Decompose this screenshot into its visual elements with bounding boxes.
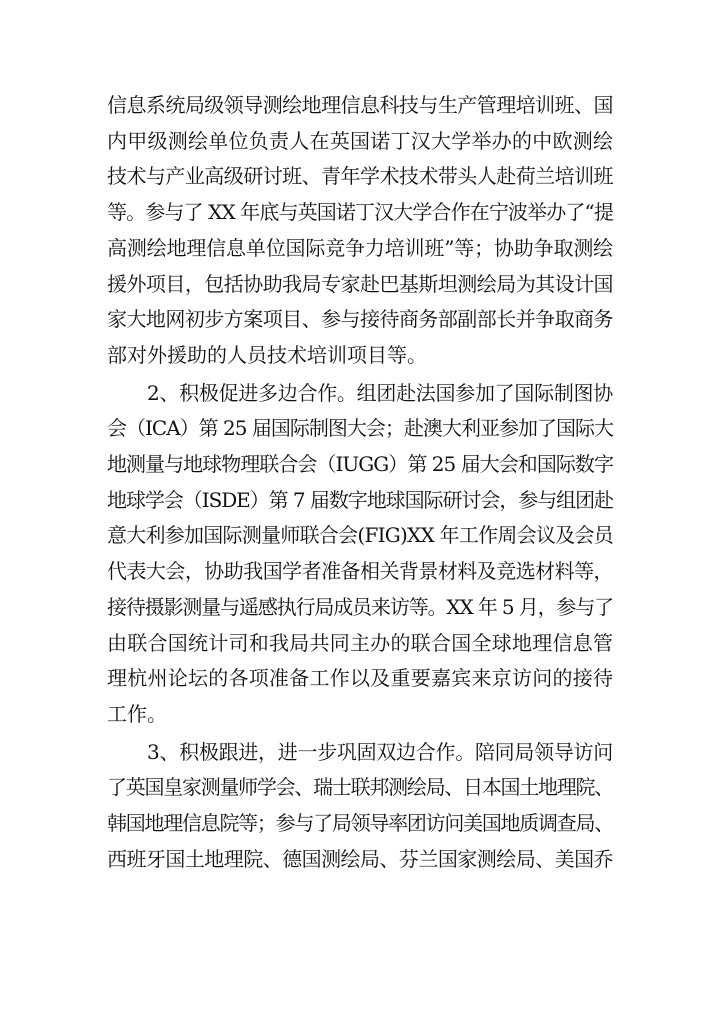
text-line: 意大利参加国际测量师联合会(FIG)XX 年工作周会议及会员 bbox=[107, 523, 613, 548]
text-line: 内甲级测绘单位负责人在英国诺丁汉大学举办的中欧测绘 bbox=[107, 128, 613, 153]
paragraph-3 bbox=[107, 735, 613, 878]
text-line: 技术与产业高级研讨班、青年学术技术带头人赴荷兰培训班 bbox=[107, 164, 613, 189]
text-line: 2、积极促进多边合作。组团赴法国参加了国际制图协 bbox=[147, 380, 613, 405]
text-line: 信息系统局级领导测绘地理信息科技与生产管理培训班、国 bbox=[107, 93, 613, 117]
text-line: 工作。 bbox=[107, 701, 167, 726]
text-line: 3、积极跟进，进一步巩固双边合作。陪同局领导访问 bbox=[147, 739, 613, 764]
text-line: 家大地网初步方案项目、参与接待商务部副部长并争取商务 bbox=[107, 307, 613, 332]
text-line: 了英国皇家测量师学会、瑞士联邦测绘局、日本国土地理院、 bbox=[107, 775, 613, 800]
text-line: 西班牙国土地理院、德国测绘局、芬兰国家测绘局、美国乔 bbox=[107, 846, 613, 871]
text-line: 地测量与地球物理联合会（IUGG）第 25 届大会和国际数字 bbox=[107, 452, 613, 477]
document-page bbox=[107, 88, 613, 877]
text-line: 理杭州论坛的各项准备工作以及重要嘉宾来京访问的接待 bbox=[107, 666, 613, 691]
text-line: 接待摄影测量与遥感执行局成员来访等。XX 年 5 月，参与了 bbox=[107, 594, 613, 619]
text-line: 高测绘地理信息单位国际竞争力培训班”等；协助争取测绘 bbox=[107, 235, 613, 260]
text-line: 地球学会（ISDE）第 7 届数字地球国际研讨会，参与组团赴 bbox=[107, 487, 613, 512]
text-line: 代表大会，协助我国学者准备相关背景材料及竞选材料等， bbox=[107, 559, 613, 584]
text-line: 韩国地理信息院等；参与了局领导率团访问美国地质调查局、 bbox=[107, 811, 613, 836]
paragraph-1 bbox=[107, 88, 613, 374]
text-line: 援外项目，包括协助我局专家赴巴基斯坦测绘局为其设计国 bbox=[107, 271, 613, 296]
paragraph-2 bbox=[107, 376, 613, 733]
text-line: 部对外援助的人员技术培训项目等。 bbox=[107, 342, 427, 367]
text-line: 等。参与了 XX 年底与英国诺丁汉大学合作在宁波举办了“提 bbox=[107, 200, 613, 225]
text-line: 由联合国统计司和我局共同主办的联合国全球地理信息管 bbox=[107, 630, 613, 655]
text-line: 会（ICA）第 25 届国际制图大会；赴澳大利亚参加了国际大 bbox=[107, 416, 613, 441]
